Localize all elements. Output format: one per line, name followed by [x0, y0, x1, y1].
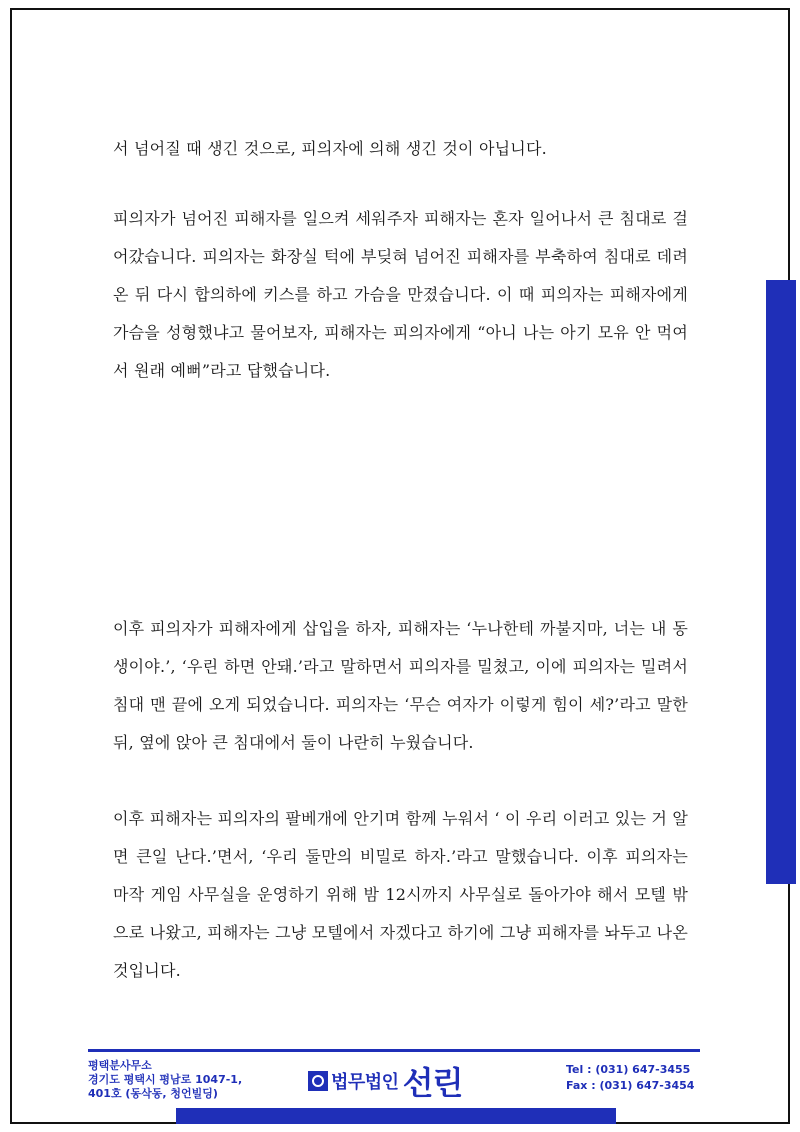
brand-prefix: 법무법인 — [331, 1072, 399, 1093]
contact-block — [566, 1062, 694, 1094]
address-line-2: 401호 (동삭동, 청언빌딩) — [88, 1087, 218, 1100]
paragraph-1: 서 넘어질 때 생긴 것으로, 피의자에 의해 생긴 것이 아닙니다. — [113, 139, 547, 158]
paragraph-2: 피의자가 넘어진 피해자를 일으켜 세워주자 피해자는 혼자 일어나서 큰 침대로 걸어갔습니다. 피의자는 화장실 턱에 부딪혀 넘어진 피해자를 부축하여 침대로 데려온 뒤 다시 합의하에 키스를 하고 가슴을 만졌습니다. 이 때 피의자는 피해자에게 가슴을 성형했냐고 물어보자, 피해자는 피의자에게 “아니 나는 아기 모유 안 먹여서 원래 예뻐”라고 답했습니다. — [113, 209, 688, 380]
footer-bottom-bar — [176, 1108, 616, 1124]
paragraph-4: 이후 피해자는 피의자의 팔베개에 안기며 함께 누워서 ‘ 이 우리 이러고 있는 거 알면 큰일 난다.’면서, ‘우리 둘만의 비밀로 하자.’라고 말했습니다. 이후 피의자는 마작 게임 사무실을 운영하기 위해 밤 12시까지 사무실로 돌아가야 해서 모텔 밖으로 나왔고, 피해자는 그냥 모텔에서 자겠다고 하기에 그냥 피해자를 놔두고 나온 것입니다. — [113, 809, 688, 980]
office-address-block — [88, 1059, 242, 1101]
address-line-1: 경기도 평택시 평남로 1047-1, — [88, 1073, 243, 1086]
brand-name: 선린 — [402, 1064, 463, 1102]
tel-number: Tel : (031) 647-3455 — [566, 1063, 691, 1076]
paragraph-3: 이후 피의자가 피해자에게 삽입을 하자, 피해자는 ‘누나한테 까불지마, 너는 내 동생이야.’, ‘우린 하면 안돼.’라고 말하면서 피의자를 밀쳤고, 이에 피의자는 밀려서 침대 맨 끝에 오게 되었습니다. 피의자는 ‘무슨 여자가 이렇게 힘이 세?’라고 말한 뒤, 옆에 앉아 큰 침대에서 둘이 나란히 누웠습니다. — [113, 619, 688, 752]
fax-number: Fax : (031) 647-3454 — [566, 1079, 695, 1092]
footer-rule — [88, 1049, 700, 1052]
firm-logo-icon — [308, 1071, 328, 1091]
side-accent-bar — [766, 280, 796, 884]
firm-brand — [308, 1058, 462, 1104]
office-name: 평택분사무소 — [88, 1059, 152, 1072]
